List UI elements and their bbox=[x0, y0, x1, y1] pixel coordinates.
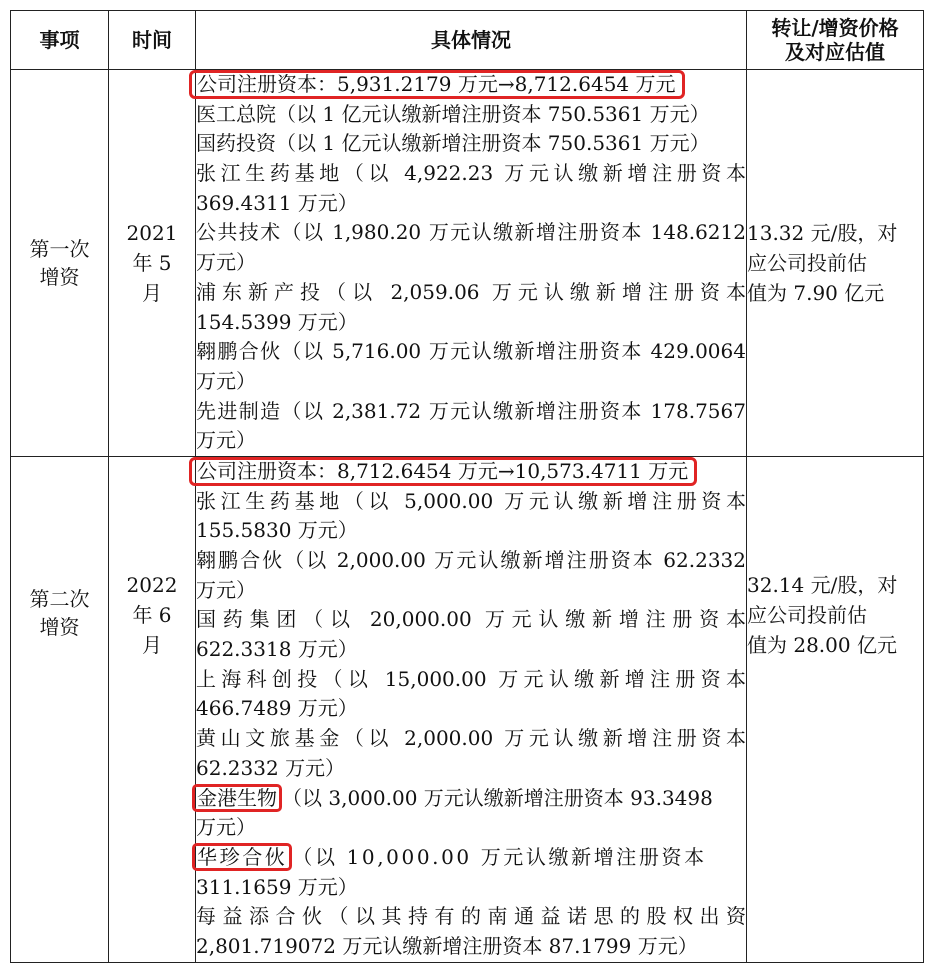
table-row bbox=[11, 456, 924, 962]
detail-line: 浦东新产投（以 2,059.06 万元认缴新增注册资本 bbox=[196, 279, 746, 304]
header-price bbox=[747, 11, 924, 70]
row-category bbox=[11, 456, 109, 962]
detail-line: 翱鹏合伙（以 2,000.00 万元认缴新增注册资本 62.2332 bbox=[196, 548, 746, 572]
detail-line: 先进制造（以 2,381.72 万元认缴新增注册资本 178.7567 bbox=[196, 398, 746, 423]
row-price bbox=[747, 456, 924, 962]
table-row bbox=[11, 70, 924, 457]
price-line: 32.14 元/股，对 bbox=[747, 572, 898, 597]
header-detail: 具体情况 bbox=[196, 11, 747, 70]
category-line: 增资 bbox=[39, 614, 80, 639]
jingang-bio-highlight: 金港生物 bbox=[192, 784, 282, 812]
price-line: 应公司投前估 bbox=[747, 250, 867, 275]
detail-line: 国药投资（以 1 亿元认缴新增注册资本 750.5361 万元） bbox=[196, 131, 710, 156]
capital-increase-table bbox=[10, 10, 924, 963]
detail-line: 2,801.719072 万元认缴新增注册资本 87.1799 万元） bbox=[196, 933, 698, 958]
detail-line: 369.4311 万元） bbox=[196, 190, 358, 215]
date-line: 2022 bbox=[126, 572, 178, 597]
capital-change-line bbox=[196, 70, 746, 100]
date-line: 2021 bbox=[126, 220, 178, 245]
capital-change-highlight: 公司注册资本：8,712.6454 万元→10,573.4711 万元 bbox=[189, 457, 697, 486]
detail-line-highlight-2 bbox=[196, 843, 746, 873]
header-time: 时间 bbox=[109, 11, 196, 70]
detail-line: 万元） bbox=[196, 815, 256, 840]
header-row bbox=[11, 11, 924, 70]
header-item: 事项 bbox=[11, 11, 109, 70]
detail-line-highlight-1 bbox=[196, 784, 746, 814]
detail-line: 155.5830 万元） bbox=[196, 518, 358, 543]
category-line: 增资 bbox=[39, 264, 80, 289]
detail-line: 154.5399 万元） bbox=[196, 309, 358, 334]
header-price-line1: 转让/增资价格 bbox=[771, 16, 899, 40]
capital-change-line bbox=[196, 457, 746, 487]
detail-line: 311.1659 万元） bbox=[196, 874, 358, 899]
detail-line: 万元） bbox=[196, 368, 256, 393]
detail-line: 国药集团（以 20,000.00 万元认缴新增注册资本 bbox=[196, 607, 746, 632]
detail-line: 466.7489 万元） bbox=[196, 696, 358, 721]
price-line: 值为 28.00 亿元 bbox=[747, 632, 897, 657]
detail-line: 622.3318 万元） bbox=[196, 637, 358, 662]
huazhen-highlight: 华珍合伙 bbox=[192, 843, 292, 871]
detail-line: 万元） bbox=[196, 250, 256, 275]
detail-line: 翱鹏合伙（以 5,716.00 万元认缴新增注册资本 429.0064 bbox=[196, 339, 746, 364]
row-detail bbox=[196, 456, 747, 962]
detail-line: 医工总院（以 1 亿元认缴新增注册资本 750.5361 万元） bbox=[196, 101, 710, 126]
detail-text: （以 10,000.00 万元认缴新增注册资本 bbox=[292, 844, 707, 869]
date-line: 年 5 bbox=[132, 250, 172, 275]
price-line: 值为 7.90 亿元 bbox=[747, 280, 885, 305]
date-line: 月 bbox=[142, 632, 162, 657]
category-line: 第二次 bbox=[29, 586, 90, 611]
row-price bbox=[747, 70, 924, 457]
detail-line: 上海科创投（以 15,000.00 万元认缴新增注册资本 bbox=[196, 666, 746, 691]
date-line: 月 bbox=[142, 280, 162, 305]
date-line: 年 6 bbox=[132, 602, 172, 627]
detail-line: 张江生药基地（以 4,922.23 万元认缴新增注册资本 bbox=[196, 161, 746, 186]
detail-text: （以 3,000.00 万元认缴新增注册资本 93.3498 bbox=[282, 785, 713, 810]
row-category bbox=[11, 70, 109, 457]
row-date bbox=[109, 70, 196, 457]
detail-line: 公共技术（以 1,980.20 万元认缴新增注册资本 148.6212 bbox=[196, 220, 746, 245]
price-line: 13.32 元/股，对 bbox=[747, 220, 898, 245]
detail-line: 每益添合伙（以其持有的南通益诺思的股权出资 bbox=[196, 904, 746, 929]
category-line: 第一次 bbox=[29, 236, 90, 261]
detail-line: 62.2332 万元） bbox=[196, 755, 346, 780]
detail-line: 万元） bbox=[196, 577, 256, 602]
detail-line: 黄山文旅基金（以 2,000.00 万元认缴新增注册资本 bbox=[196, 726, 746, 751]
price-line: 应公司投前估 bbox=[747, 602, 867, 627]
header-price-line2: 及对应估值 bbox=[785, 40, 885, 64]
detail-line: 张江生药基地（以 5,000.00 万元认缴新增注册资本 bbox=[196, 488, 746, 513]
row-detail bbox=[196, 70, 747, 457]
detail-line: 万元） bbox=[196, 428, 256, 453]
row-date bbox=[109, 456, 196, 962]
capital-change-highlight: 公司注册资本：5,931.2179 万元→8,712.6454 万元 bbox=[189, 70, 685, 99]
